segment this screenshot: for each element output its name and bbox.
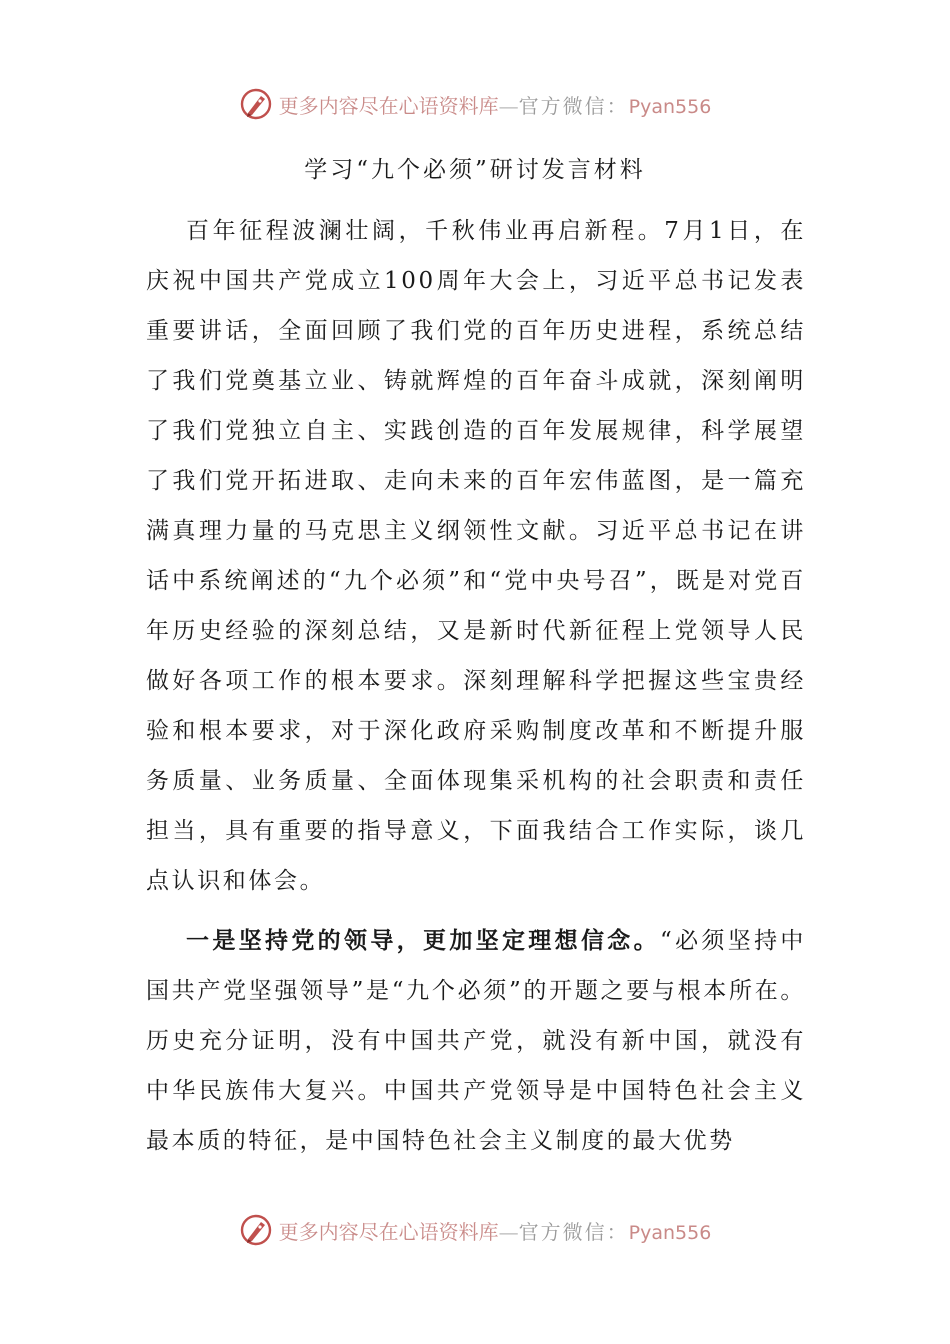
header-watermark xyxy=(0,84,950,124)
paragraph-lead: 一是坚持党的领导，更加坚定理想信念。 xyxy=(186,927,660,954)
paragraph-text: 百年征程波澜壮阔，千秋伟业再启新程。7月1日，在庆祝中国共产党成立100周年大会上，习近平总书记发表重要讲话，全面回顾了我们党的百年历史进程，系统总结了我们党奠基立业、铸就辉煌的百年奋斗成就，深刻阐明了我们党独立自主、实践创造的百年发展规律，科学展望了我们党开拓进取、走向未来的百年宏伟蓝图，是一篇充满真理力量的马克思主义纲领性文献。习近平总书记在讲话中系统阐述的“九个必须”和“党中央号召”，既是对党百年历史经验的深刻总结，又是新时代新征程上党领导人民做好各项工作的根本要求。深刻理解科学把握这些宝贵经验和根本要求，对于深化政府采购制度改革和不断提升服务质量、业务质量、全面体现集采机构的社会职责和责任担当，具有重要的指导意义，下面我结合工作实际，谈几点认识和体会。 xyxy=(146,218,806,894)
pen-nib-logo-icon xyxy=(239,1213,273,1247)
watermark-brand: 更多内容尽在心语资料库 xyxy=(278,93,499,118)
pen-nib-logo-icon xyxy=(239,87,273,121)
paragraph-point-one xyxy=(146,916,806,1166)
watermark-text xyxy=(279,90,712,119)
watermark-text xyxy=(279,1216,712,1245)
watermark-dash: — xyxy=(498,93,519,118)
watermark-official-label: 官方微信： xyxy=(518,1219,629,1244)
watermark-official-label: 官方微信： xyxy=(518,93,629,118)
watermark-wechat-id: Pyan556 xyxy=(628,95,712,118)
footer-watermark xyxy=(0,1210,950,1250)
paragraph-intro xyxy=(146,206,806,906)
document-title: 学习“九个必须”研讨发言材料 xyxy=(304,157,646,183)
watermark-brand: 更多内容尽在心语资料库 xyxy=(278,1219,499,1244)
watermark-dash: — xyxy=(498,1219,519,1244)
watermark-wechat-id: Pyan556 xyxy=(628,1221,712,1244)
paragraph-text: “必须坚持中国共产党坚强领导”是“九个必须”的开题之要与根本所在。历史充分证明，没有中国共产党，就没有新中国，就没有中华民族伟大复兴。中国共产党领导是中国特色社会主义最本质的特征，是中国特色社会主义制度的最大优势 xyxy=(146,928,807,1154)
